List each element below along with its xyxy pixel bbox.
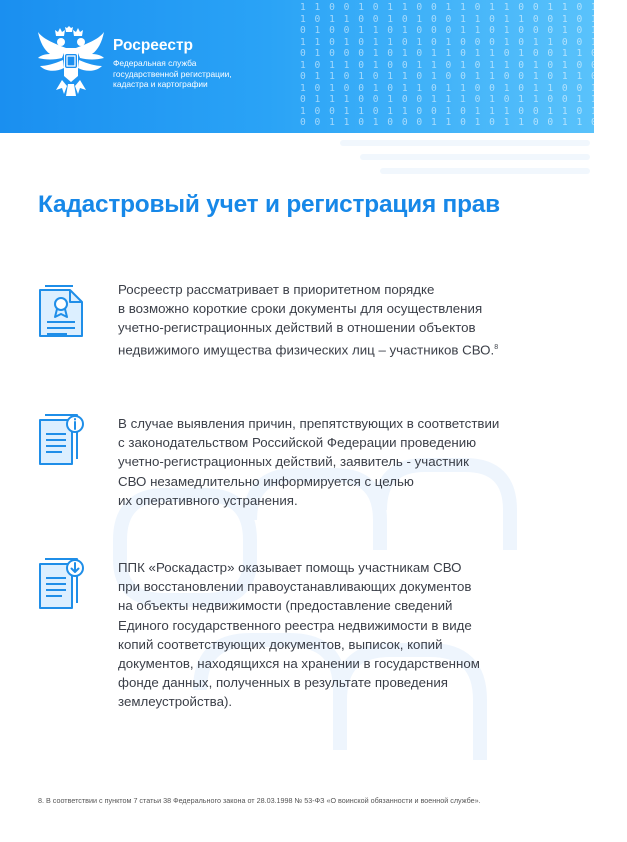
page-title: Кадастровый учет и регистрация прав — [38, 191, 500, 218]
brand-subtitle: Федеральная служба государственной регистрации, кадастра и картографии — [113, 58, 232, 89]
info-text-notification: В случае выявления причин, препятствующих в соответствии с законодательством Российской Федерации проведению учетно-регистрационных действий, заявитель - участник СВО незамедлительно информируется с целью их оперативного устранения. — [118, 416, 500, 508]
info-text-roskadastr: ППК «Роскадастр» оказывает помощь участникам СВО при восстановлении правоустанавливающих документов на объекты недвижимости (предоставление сведений Единого государственного реестра недвижимости в виде копий соответствующих документов, выписок, копий документов, находящихся на хранении в государственном фонде данных, полученных в результате проведения землеустройства). — [118, 560, 480, 710]
binary-pattern: 1 1 0 0 1 0 1 1 0 0 1 1 0 1 1 0 0 1 1 0 1 0 1 1 0 1 1 0 0 1 0 1 0 0 1 1 0 1 1 0 0 1 0 1 1 0 0 1 0 0 1 1 0 1 0 0 0 1 1 0 1 0 0 0 1 0 1 0 1 1 1 0 1 0 1 1 0 1 0 1 0 0 0 1 0 1 1 0 0 1 0 1 0 1 0 0 0 1 0 1 0 1 1 0 1 1 0 1 0 0 1 1 0 1 1 1 0 1 1 0 1 0 0 1 1 0 1 0 1 1 0 1 0 1 0 0 1 0 0 1 1 0 1 0 1 1 0 1 0 0 1 1 0 0 1 0 1 1 0 0 1 1 0 1 0 0 1 0 1 1 0 1 1 0 0 1 0 1 1 0 0 1 0 1 0 1 1 1 0 0 1 0 0 1 1 1 0 1 0 1 1 0 0 1 1 0 0 1 0 0 1 1 0 1 1 0 0 1 0 1 1 1 0 0 1 1 0 1 1 0 0 0 1 1 0 1 0 0 0 1 1 0 1 0 1 1 0 0 1 1 0 1 1 — [300, 2, 627, 128]
brand-name: Росреестр — [113, 37, 194, 54]
header-banner — [0, 0, 627, 133]
info-text-priority: Росреестр рассматривает в приоритетном порядке в возможно короткие сроки документы для осуществления учетно-регистрационных действий в отношении объектов недвижимого имущества физических лиц – участников СВО.$^8$ — [118, 282, 499, 358]
document-info-icon — [35, 412, 87, 468]
document-download-icon — [35, 556, 87, 612]
footnote-reference: 8 — [494, 343, 499, 351]
rosreestr-emblem-icon — [36, 26, 106, 102]
footnote-text: 8. В соответствии с пунктом 7 статьи 38 Федерального закона от 28.03.1998 № 53-ФЗ «О воинской обязанности и военной службе». — [38, 796, 481, 805]
certificate-document-icon — [35, 284, 87, 340]
